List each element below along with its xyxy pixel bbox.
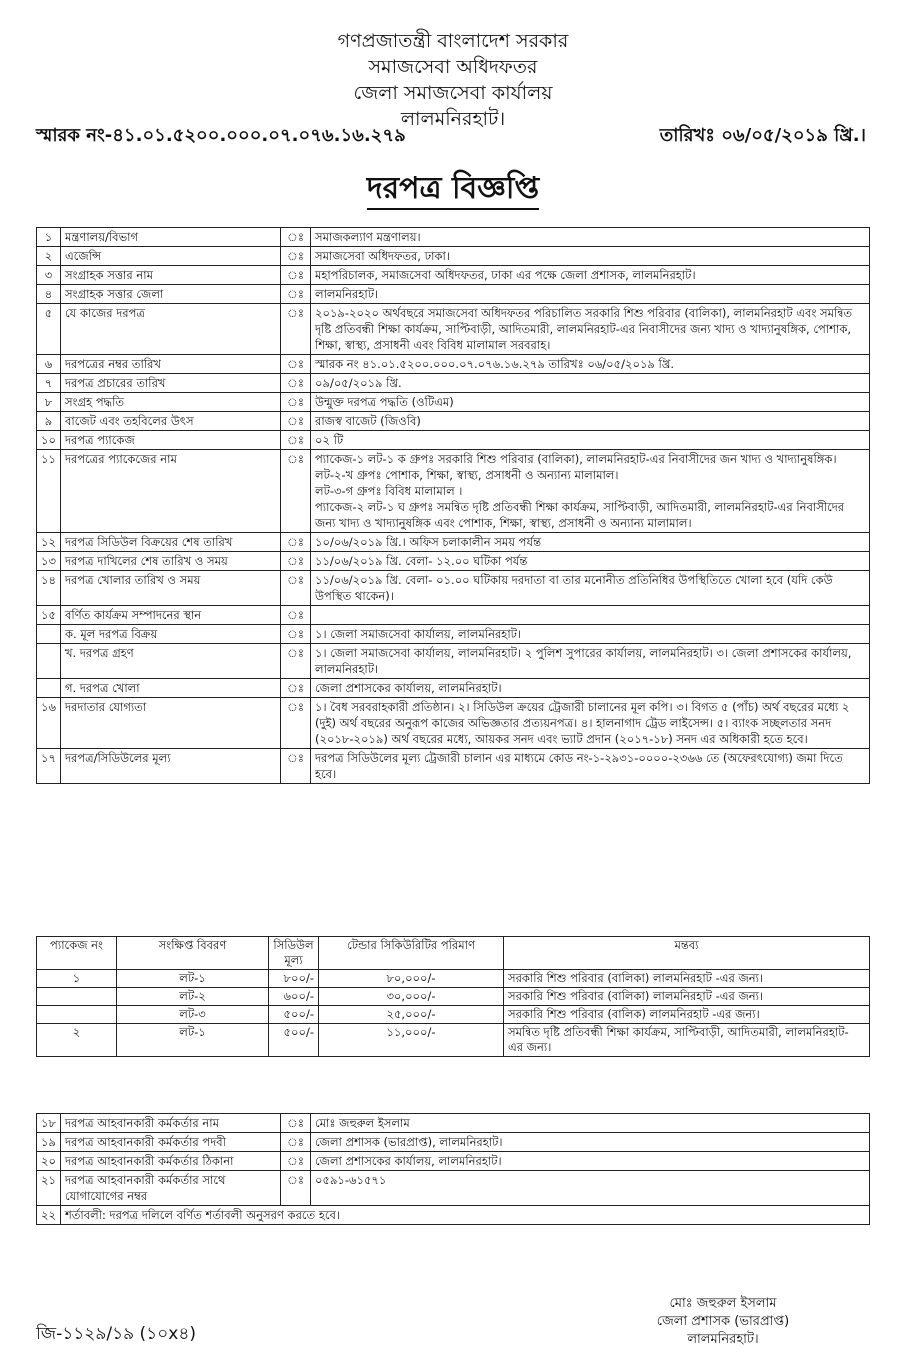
info-row: [37, 698, 870, 749]
row-label: মন্ত্রণালয়/বিভাগ: [61, 228, 281, 247]
office-location: লালমনিরহাট।: [400, 108, 506, 130]
row-value: ১১/০৬/২০১৯ খ্রি. বেলা- ১২.০০ ঘটিকা পর্যন্ত: [311, 552, 870, 571]
row-value: ০৯/০৫/২০১৯ খ্রি.: [311, 374, 870, 393]
package-number: [37, 1006, 117, 1024]
row-value: ১০/০৬/২০১৯ খ্রি.। অফিস চলাকালীন সময় পর্যন্ত: [311, 533, 870, 552]
row-label: খ. দরপত্র গ্রহণ: [61, 644, 281, 679]
package-table: [36, 936, 870, 1057]
row-number: ৫: [37, 304, 61, 355]
title-text: দরপত্র বিজ্ঞপ্তি: [367, 171, 539, 210]
row-value: লালমনিরহাট।: [311, 285, 870, 304]
row-number: ৮: [37, 393, 61, 412]
row-label: দরপত্রের প্যাকেজের নাম: [61, 450, 281, 533]
row-number: [37, 644, 61, 679]
row-separator: ঃ: [281, 304, 311, 355]
official-row: [37, 1133, 870, 1152]
header-package-no: প্যাকেজ নং: [37, 937, 117, 970]
row-separator: ঃ: [281, 1171, 311, 1206]
row-value: ১১/০৬/২০১৯ খ্রি. বেলা- ০১.০০ ঘটিকায় দরদাতা বা তার মনোনীত প্রতিনিধির উপস্থিতিতে খোলা হবে (যদি কেউ উপস্থিত থাকেন)।: [311, 571, 870, 606]
row-number: ১৪: [37, 571, 61, 606]
row-label: বাজেট এবং তহবিলের উৎস: [61, 412, 281, 431]
official-info-body: [37, 1114, 870, 1225]
package-row: [37, 1006, 870, 1024]
row-value: রাজস্ব বাজেট (জিওবি): [311, 412, 870, 431]
row-number: ১৬: [37, 698, 61, 749]
package-remark: সরকারি শিশু পরিবার (বালিক) লালমনিরহাট -এর জন্য।: [504, 1006, 870, 1024]
row-number: ১০: [37, 431, 61, 450]
row-label: দরপত্র আহবানকারী কর্মকর্তার ঠিকানা: [61, 1152, 281, 1171]
schedule-price: ৫০০/-: [269, 1006, 319, 1024]
row-separator: ঃ: [281, 606, 311, 625]
row-value: ২০১৯-২০২০ অর্থবছরে সমাজসেবা অধিদফতর পরিচালিত সরকারি শিশু পরিবার (বালিকা), লালমনিরহাট এবং সমন্বিত দৃষ্টি প্রতিবন্ধী শিক্ষা কার্যক্রম, সাপ্টিবাড়ী, আদিতমারী, লালমনিরহাট-এর নিবাসীদের জন্য খাদ্য ও খাদ্যানুষঙ্গিক, পোশাক, শিক্ষা, স্বাস্থ্য, প্রসাধনী এবং বিবিধ মালামাল সরবরাহ।: [311, 304, 870, 355]
row-number: ৪: [37, 285, 61, 304]
row-value: উন্মুক্ত দরপত্র পদ্ধতি (ওটিএম): [311, 393, 870, 412]
row-number: ১৫: [37, 606, 61, 625]
tender-info-body: [37, 228, 870, 784]
row-separator: ঃ: [281, 412, 311, 431]
row-separator: ঃ: [281, 450, 311, 533]
row-value: স্মারক নং ৪১.০১.৫২০০.০০০.০৭.০৭৬.১৬.২৭৯ তারিখঃ ০৬/০৫/২০১৯ খ্রি.: [311, 355, 870, 374]
security-amount: ২৫,০০০/-: [319, 1006, 504, 1024]
signatory-place: লালমনিরহাট।: [687, 1332, 759, 1347]
package-number: ২: [37, 1024, 117, 1057]
row-separator: ঃ: [281, 698, 311, 749]
package-description: লট-১: [117, 970, 269, 988]
footer-code: জি-১১২৯/১৯ (১০x৪): [36, 1324, 196, 1344]
memo-number: স্মারক নং-৪১.০১.৫২০০.০০০.০৭.০৭৬.১৬.২৭৯: [36, 125, 406, 146]
row-number: ২১: [37, 1171, 61, 1206]
info-row: [37, 266, 870, 285]
govt-name: গণপ্রজাতন্ত্রী বাংলাদেশ সরকার: [337, 30, 569, 52]
security-amount: ৮০,০০০/-: [319, 970, 504, 988]
row-label: গ. দরপত্র খোলা: [61, 679, 281, 698]
info-row: [37, 749, 870, 784]
row-value: ০৫৯১-৬১৫৭১: [311, 1171, 870, 1206]
info-row: [37, 571, 870, 606]
row-label: দরপত্র সিডিউল বিক্রয়ের শেষ তারিখ: [61, 533, 281, 552]
package-row: [37, 970, 870, 988]
security-amount: ১১,০০০/-: [319, 1024, 504, 1057]
row-separator: ঃ: [281, 1133, 311, 1152]
row-label: এজেন্সি: [61, 247, 281, 266]
row-label: দরপত্রের নম্বর তারিখ: [61, 355, 281, 374]
row-number: ১৭: [37, 749, 61, 784]
row-number: [37, 679, 61, 698]
row-separator: ঃ: [281, 355, 311, 374]
row-number: ৯: [37, 412, 61, 431]
row-separator: ঃ: [281, 374, 311, 393]
row-separator: ঃ: [281, 552, 311, 571]
row-label: যে কাজের দরপত্র: [61, 304, 281, 355]
department-name: সমাজসেবা অধিদফতর: [368, 56, 538, 78]
row-separator: ঃ: [281, 266, 311, 285]
row-number: ২০: [37, 1152, 61, 1171]
row-number: ১৩: [37, 552, 61, 571]
package-header-row: [37, 937, 870, 970]
memo-date: তারিখঃ ০৬/০৫/২০১৯ খ্রি.।: [659, 125, 866, 146]
row-number: ৬: [37, 355, 61, 374]
row-separator: ঃ: [281, 679, 311, 698]
info-row: [37, 533, 870, 552]
info-row: [37, 644, 870, 679]
info-row: [37, 552, 870, 571]
row-value: মহাপরিচালক, সমাজসেবা অধিদফতর, ঢাকা এর পক্ষে জেলা প্রশাসক, লালমনিরহাট।: [311, 266, 870, 285]
security-amount: ৩০,০০০/-: [319, 988, 504, 1006]
info-row: [37, 374, 870, 393]
row-label: দরপত্র দাখিলের শেষ তারিখ ও সময়: [61, 552, 281, 571]
info-row: [37, 355, 870, 374]
schedule-price: ৬০০/-: [269, 988, 319, 1006]
row-separator: ঃ: [281, 431, 311, 450]
info-row: [37, 304, 870, 355]
row-label: সংগ্রাহক সত্তার নাম: [61, 266, 281, 285]
package-description: লট-২: [117, 988, 269, 1006]
row-separator: ঃ: [281, 625, 311, 644]
row-label: দরদাতার যোগ্যতা: [61, 698, 281, 749]
package-row: [37, 988, 870, 1006]
schedule-price: ৫০০/-: [269, 1024, 319, 1057]
office-name: জেলা সমাজসেবা কার্যালয়: [353, 82, 553, 104]
package-number: ১: [37, 970, 117, 988]
row-label: বর্ণিত কার্যক্রম সম্পাদনের স্থান: [61, 606, 281, 625]
official-row: [37, 1206, 870, 1225]
row-number: ১১: [37, 450, 61, 533]
row-separator: ঃ: [281, 393, 311, 412]
package-description: লট-১: [117, 1024, 269, 1057]
row-label: দরপত্র খোলার তারিখ ও সময়: [61, 571, 281, 606]
row-label: দরপত্র আহবানকারী কর্মকর্তার পদবী: [61, 1133, 281, 1152]
header-schedule-price: সিডিউল মূল্য: [269, 937, 319, 970]
page-title: [0, 170, 906, 208]
package-number: [37, 988, 117, 1006]
row-separator: ঃ: [281, 228, 311, 247]
row-separator: ঃ: [281, 285, 311, 304]
info-row: [37, 393, 870, 412]
row-separator: ঃ: [281, 247, 311, 266]
package-body: [37, 970, 870, 1057]
terms-text: শর্তাবলী: দরপত্র দলিলে বর্ণিত শর্তাবলী অনুসরণ করতে হবে।: [61, 1206, 870, 1225]
row-label: দরপত্র আহবানকারী কর্মকর্তার নাম: [61, 1114, 281, 1133]
signatory-title: জেলা প্রশাসক (ভারপ্রাপ্ত): [656, 1314, 790, 1329]
row-number: ১৯: [37, 1133, 61, 1152]
row-label: দরপত্র/সিডিউলের মূল্য: [61, 749, 281, 784]
row-value: ১। বৈধ সরবরাহকারী প্রতিষ্ঠান। ২। সিডিউল ক্রয়ের ট্রেজারী চালানের মূল কপি। ৩। বিগত ৫ (পাঁচ) অর্থ বছরের মধ্যে ২ (দুই) অর্থ বছরের অনুরূপ কাজের অভিজ্ঞতার প্রত্যয়নপত্র। ৪। হালনাগাদ ট্রেড লাইসেন্স। ৫। ব্যাংক সচ্ছলতার সনদ (২০১৮-২০১৯) অর্থ বছরের মধ্যে, আয়কর সনদ এবং ভ্যাট প্রদান (২০১৭-১৮) সনদ এর অধিকারী হতে হবে।: [311, 698, 870, 749]
row-value: জেলা প্রশাসকের কার্যালয়, লালমনিরহাট।: [311, 679, 870, 698]
info-row: [37, 679, 870, 698]
package-remark: সমন্বিত দৃষ্টি প্রতিবন্ধী শিক্ষা কার্যক্রম, সাপ্টিবাড়ী, আদিতমারী, লালমনিরহাট- এর জন্য।: [504, 1024, 870, 1057]
row-label: সংগ্রহ পদ্ধতি: [61, 393, 281, 412]
official-row: [37, 1114, 870, 1133]
package-description: লট-৩: [117, 1006, 269, 1024]
row-separator: ঃ: [281, 1114, 311, 1133]
row-number: ৩: [37, 266, 61, 285]
row-number: ১: [37, 228, 61, 247]
package-remark: সরকারি শিশু পরিবার (বালিকা) লালমনিরহাট -এর জন্য।: [504, 970, 870, 988]
row-separator: ঃ: [281, 644, 311, 679]
info-row: [37, 285, 870, 304]
row-label: দরপত্র আহবানকারী কর্মকর্তার সাথে যোগাযোগের নম্বর: [61, 1171, 281, 1206]
row-separator: ঃ: [281, 533, 311, 552]
row-value: দরপত্র সিডিউলের মূল্য ট্রেজারী চালান এর মাধ্যমে কোড নং-১-২৯৩১-০০০০-২৩৬৬ তে (অফেরৎযোগ্য) জমা দিতে হবে।: [311, 749, 870, 784]
official-row: [37, 1171, 870, 1206]
info-row: [37, 625, 870, 644]
package-remark: সরকারি শিশু পরিবার (বালিকা) লালমনিরহাট -এর জন্য।: [504, 988, 870, 1006]
row-number: ৭: [37, 374, 61, 393]
schedule-price: ৮০০/-: [269, 970, 319, 988]
row-separator: ঃ: [281, 749, 311, 784]
row-value: সমাজসেবা অধিদফতর, ঢাকা।: [311, 247, 870, 266]
row-separator: ঃ: [281, 571, 311, 606]
header-remark: মন্তব্য: [504, 937, 870, 970]
row-label: দরপত্র প্যাকেজ: [61, 431, 281, 450]
row-number: ১২: [37, 533, 61, 552]
package-row: [37, 1024, 870, 1057]
signatory-name: মোঃ জহুরুল ইসলাম: [669, 1296, 777, 1311]
row-value: [311, 606, 870, 625]
row-value: প্যাকেজ-১ লট-১ ক গ্রুপঃ সরকারি শিশু পরিবার (বালিকা), লালমনিরহাট-এর নিবাসীদের জন খাদ্য ও খাদ্যানুষঙ্গিক। লট-২-খ গ্রুপঃ পোশাক, শিক্ষা, স্বাস্থ্য, প্রসাধনী ও অন্যান্য মালামাল। লট-৩-গ গ্রুপঃ বিবিধ মালামাল । প্যাকেজ-২ লট-১ ঘ গ্রুপঃ সমন্বিত দৃষ্টি প্রতিবন্ধী শিক্ষা কার্যক্রম, সাপ্টিবাড়ী, আদিতমারী, লালমনিরহাট-এর নিবাসীদের জন্য খাদ্য ও খাদ্যানুষঙ্গিক এবং পোশাক, শিক্ষা, স্বাস্থ্য, প্রসাধনী ও অন্যান্য মালামাল।: [311, 450, 870, 533]
info-row: [37, 228, 870, 247]
info-row: [37, 431, 870, 450]
row-label: ক. মূল দরপত্র বিক্রয়: [61, 625, 281, 644]
row-value: ১। জেলা সমাজসেবা কার্যালয়, লালমনিরহাট। ২ পুলিশ সুপারের কার্যালয়, লালমনিরহাট। ৩। জেলা প্রশাসকের কার্যালয়, লালমনিরহাট।: [311, 644, 870, 679]
info-row: [37, 412, 870, 431]
row-number: ২২: [37, 1206, 61, 1225]
row-value: জেলা প্রশাসকের কার্যালয়, লালমনিরহাট।: [311, 1152, 870, 1171]
row-number: ১৮: [37, 1114, 61, 1133]
official-row: [37, 1152, 870, 1171]
row-value: ১। জেলা সমাজসেবা কার্যালয়, লালমনিরহাট।: [311, 625, 870, 644]
tender-info-table: [36, 227, 870, 784]
row-label: দরপত্র প্রচারের তারিখ: [61, 374, 281, 393]
info-row: [37, 247, 870, 266]
official-info-table: [36, 1113, 870, 1225]
header-description: সংক্ষিপ্ত বিবরণ: [117, 937, 269, 970]
row-separator: ঃ: [281, 1152, 311, 1171]
info-row: [37, 606, 870, 625]
row-value: মোঃ জহুরুল ইসলাম: [311, 1114, 870, 1133]
header-security-amount: টেন্ডার সিকিউরিটির পরিমাণ: [319, 937, 504, 970]
row-value: ০২ টি: [311, 431, 870, 450]
row-label: সংগ্রাহক সত্তার জেলা: [61, 285, 281, 304]
row-value: জেলা প্রশাসক (ভারপ্রাপ্ত), লালমনিরহাট।: [311, 1133, 870, 1152]
row-number: [37, 625, 61, 644]
row-value: সমাজকল্যাণ মন্ত্রণালয়।: [311, 228, 870, 247]
info-row: [37, 450, 870, 533]
row-number: ২: [37, 247, 61, 266]
